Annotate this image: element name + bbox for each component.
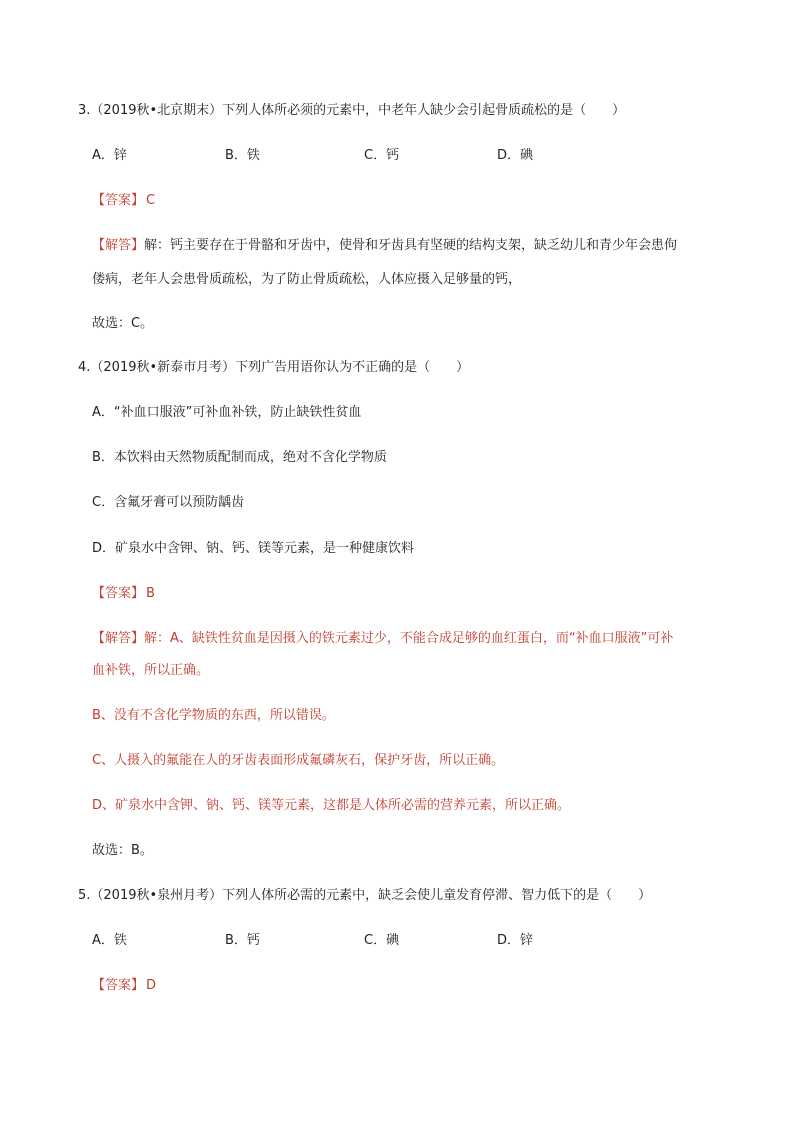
question-5-answer [92,976,156,996]
question-3-explanation-line-1 [92,236,677,256]
question-3-stem: 3.（2019秋•北京期末）下列人体所必须的元素中，中老年人缺少会引起骨质疏松的是（ ） [78,103,626,118]
question-4-option-c: C．含氟牙膏可以预防龋齿 [92,495,245,510]
question-5-option-b: B．钙 [225,933,260,948]
question-3-conclusion: 故选：C。 [92,316,154,331]
question-3-answer [92,191,155,211]
answer-value: C [146,193,156,208]
question-4-explanation-b: B、没有不含化学物质的东西，所以错误。 [92,708,335,723]
answer-value: D [146,978,157,993]
question-4-option-b: B．本饮料由天然物质配制而成，绝对不含化学物质 [92,450,387,465]
question-4-option-a: A．“补血口服液”可补血补铁，防止缺铁性贫血 [92,405,362,420]
answer-tag: 【答案】 [92,978,145,993]
question-3-option-d: D．碘 [497,148,534,163]
explanation-tag: 【解答】 [92,238,145,253]
question-4-stem: 4.（2019秋•新泰市月考）下列广告用语你认为不正确的是（ ） [78,360,470,375]
question-5-stem: 5.（2019秋•泉州月考）下列人体所必需的元素中，缺乏会使儿童发育停滞、智力低下的是（ ） [78,888,652,903]
question-5-option-d: D．锌 [497,933,534,948]
question-5-option-a: A．铁 [92,933,127,948]
answer-tag: 【答案】 [92,193,145,208]
explanation-text: 解：钙主要存在于骨骼和牙齿中，使骨和牙齿具有坚硬的结构支架，缺乏幼儿和青少年会患佝 [144,238,678,253]
question-4-explanation-d: D、矿泉水中含钾、钠、钙、镁等元素，这都是人体所必需的营养元素，所以正确。 [92,798,571,813]
question-5-option-c: C．碘 [364,933,400,948]
question-4-explanation-c: C、人摄入的氟能在人的牙齿表面形成氟磷灰石，保护牙齿，所以正确。 [92,753,505,768]
question-3-explanation-line-2: 偻病，老年人会患骨质疏松，为了防止骨质疏松，人体应摄入足够量的钙， [92,272,522,287]
question-4-explanation-line-2: 血补铁，所以正确。 [92,663,210,678]
answer-value: B [146,586,155,601]
question-4-explanation-line-1 [92,629,673,649]
question-4-answer [92,584,155,604]
question-4-conclusion: 故选：B。 [92,843,153,858]
explanation-text: 解：A、缺铁性贫血是因摄入的铁元素过少，不能合成足够的血红蛋白，而“补血口服液”可补 [144,631,674,646]
answer-tag: 【答案】 [92,586,145,601]
question-3-option-c: C．钙 [364,148,400,163]
question-3-option-a: A．锌 [92,148,127,163]
question-3-option-b: B．铁 [225,148,260,163]
explanation-tag: 【解答】 [92,631,145,646]
question-4-option-d: D．矿泉水中含钾、钠、钙、镁等元素，是一种健康饮料 [92,541,415,556]
